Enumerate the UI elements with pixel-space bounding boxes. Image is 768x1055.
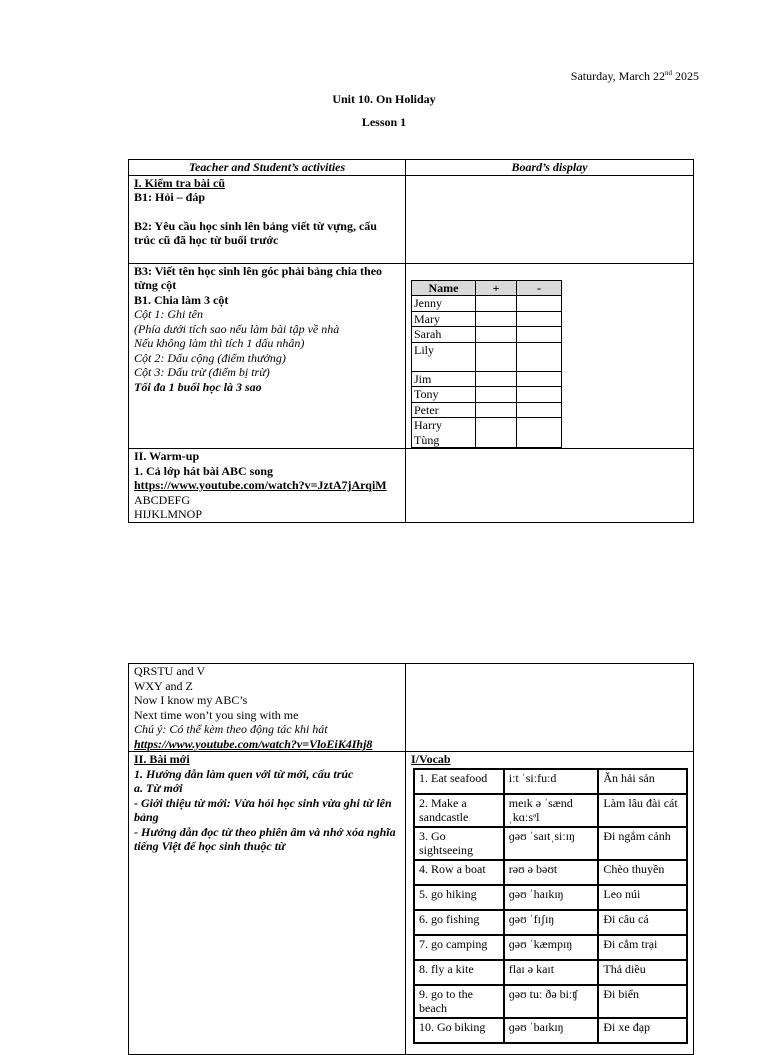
song-line: QRSTU and V <box>134 664 206 678</box>
vocab-ipa: ɡəʊ ˈbaɪkɪŋ <box>504 1018 599 1043</box>
warmup-title: II. Warm-up <box>134 449 200 463</box>
warmup-cont-cell <box>129 664 406 752</box>
song-line: HIJKLMNOP <box>134 507 203 521</box>
vocab-row <box>414 960 687 985</box>
scoring-col1: Cột 1: Ghi tên <box>134 307 203 321</box>
score-row: Lily <box>412 342 562 371</box>
vocab-word: 10. Go biking <box>414 1018 504 1043</box>
vocab-ipa: iːt ˈsiːfuːd <box>504 769 599 794</box>
song-line: ABCDEFG <box>134 492 191 507</box>
song-note: Chú ý: Có thể kèm theo động tác khi hát <box>134 722 328 736</box>
score-header-minus: - <box>517 280 562 296</box>
vocab-word: 4. Row a boat <box>414 860 504 885</box>
score-header-plus: + <box>476 280 517 296</box>
vocab-ipa: ɡəʊ ˈkæmpɪŋ <box>504 935 599 960</box>
review-step2: B2: Yêu cầu học sinh lên bảng viết từ vựng, cấu trúc cũ đã học từ buổi trước <box>134 218 377 247</box>
vocab-meaning: Đi cắm trại <box>598 935 687 960</box>
vocab-word: 7. go camping <box>414 935 504 960</box>
score-row: Harry Tùng <box>412 418 562 448</box>
song-link-2[interactable]: https://www.youtube.com/watch?v=VloEiK4Ihj8 <box>134 736 373 751</box>
vocab-row <box>414 985 687 1018</box>
vocab-ipa: ɡəʊ ˈhaɪkɪŋ <box>504 885 599 910</box>
scoring-cell <box>129 263 406 449</box>
vocab-ipa: ɡəʊ ˈfɪʃɪŋ <box>504 910 599 935</box>
review-step1: B1: Hỏi – đáp <box>134 190 206 204</box>
vocab-meaning: Đi câu cá <box>598 910 687 935</box>
newlesson-step2: - Hướng dẫn đọc từ theo phiên âm và nhớ xóa nghĩa tiếng Việt để học sinh thuộc từ <box>134 824 396 853</box>
vocab-word: 2. Make a sandcastle <box>414 794 504 827</box>
newlesson-step1: - Giới thiệu từ mới: Vừa hỏi học sinh vừa ghi từ lên bảng <box>134 795 392 824</box>
lesson-title: Lesson 1 <box>361 115 407 129</box>
score-row: Peter <box>412 402 562 418</box>
vocab-title: I/Vocab <box>411 752 451 766</box>
vocab-meaning: Đi ngắm cảnh <box>598 827 687 860</box>
vocab-meaning: Ăn hải sản <box>598 769 687 794</box>
scoring-col1-note2: Nếu không làm thì tích 1 dấu nhân) <box>134 336 305 350</box>
score-header-name: Name <box>412 280 476 296</box>
vocab-word: 5. go hiking <box>414 885 504 910</box>
review-title: I. Kiểm tra bài cũ <box>134 175 225 190</box>
vocab-ipa: flaɪ ə kaɪt <box>504 960 599 985</box>
board-header: Board’s display <box>406 160 694 176</box>
lesson-plan-table-page1 <box>128 159 694 523</box>
song-line: WXY and Z <box>134 678 193 693</box>
vocab-meaning: Thả diều <box>598 960 687 985</box>
warmup-board-cell <box>406 449 694 523</box>
vocab-row <box>414 769 687 794</box>
scoring-step3: B3: Viết tên học sinh lên góc phải bảng chia theo từng cột <box>134 263 383 292</box>
score-row: Jenny <box>412 296 562 312</box>
vocab-word: 6. go fishing <box>414 910 504 935</box>
vocab-board-cell <box>406 752 694 1055</box>
warmup-cell <box>129 449 406 523</box>
song-line: Now I know my ABC’s <box>134 693 248 707</box>
vocab-word: 1. Eat seafood <box>414 769 504 794</box>
newlesson-cell <box>129 752 406 1055</box>
warmup-item1: 1. Cả lớp hát bài ABC song <box>134 463 274 478</box>
vocab-row <box>414 860 687 885</box>
scoring-split: B1. Chia làm 3 cột <box>134 292 229 307</box>
vocab-row <box>414 935 687 960</box>
newlesson-title: II. Bài mới <box>134 752 190 766</box>
vocab-row <box>414 794 687 827</box>
vocab-table <box>413 768 688 1044</box>
vocab-meaning: Chèo thuyền <box>598 860 687 885</box>
vocab-meaning: Leo núi <box>598 885 687 910</box>
scoring-board-cell <box>406 263 694 449</box>
vocab-ipa: meɪk ə ˈsænd ˌkɑːsᵊl <box>504 794 599 827</box>
vocab-meaning: Làm lâu đài cát <box>598 794 687 827</box>
song-line: Next time won’t you sing with me <box>134 707 299 722</box>
review-cell <box>129 175 406 263</box>
lesson-plan-table-page2 <box>128 663 694 1055</box>
score-row: Sarah <box>412 327 562 343</box>
score-row: Mary <box>412 311 562 327</box>
vocab-row <box>414 827 687 860</box>
newlesson-sub-a: a. Từ mới <box>134 781 183 795</box>
review-board-cell <box>406 175 694 263</box>
vocab-row <box>414 885 687 910</box>
score-table <box>411 280 562 449</box>
vocab-meaning: Đi xe đạp <box>598 1018 687 1043</box>
score-row: Tony <box>412 387 562 403</box>
vocab-word: 3. Go sightseeing <box>414 827 504 860</box>
vocab-ipa: rəʊ ə bəʊt <box>504 860 599 885</box>
warmup-cont-board-cell <box>406 664 694 752</box>
scoring-max: Tối đa 1 buổi học là 3 sao <box>134 379 262 394</box>
scoring-col1-note: (Phía dưới tích sao nếu làm bài tập về nhà <box>134 321 340 336</box>
lesson-date: Saturday, March 22nd 2025 <box>570 69 699 83</box>
scoring-col2: Cột 2: Dấu cộng (điểm thưởng) <box>134 350 286 365</box>
vocab-ipa: ɡəʊ ˈsaɪtˌsiːɪŋ <box>504 827 599 860</box>
scoring-col3: Cột 3: Dấu trừ (điểm bị trừ) <box>134 365 270 379</box>
newlesson-item1: 1. Hướng dẫn làm quen với từ mới, cấu trúc <box>134 766 354 781</box>
vocab-meaning: Đi biển <box>598 985 687 1018</box>
vocab-word: 8. fly a kite <box>414 960 504 985</box>
song-link-1[interactable]: https://www.youtube.com/watch?v=JztA7jArqiM <box>134 478 387 492</box>
vocab-row <box>414 910 687 935</box>
activities-header: Teacher and Student’s activities <box>129 160 406 176</box>
score-row: Jim <box>412 371 562 387</box>
vocab-word: 9. go to the beach <box>414 985 504 1018</box>
vocab-row <box>414 1018 687 1043</box>
unit-title: Unit 10. On Holiday <box>332 92 436 106</box>
vocab-ipa: ɡəʊ tuː ðə biːʧ <box>504 985 599 1018</box>
